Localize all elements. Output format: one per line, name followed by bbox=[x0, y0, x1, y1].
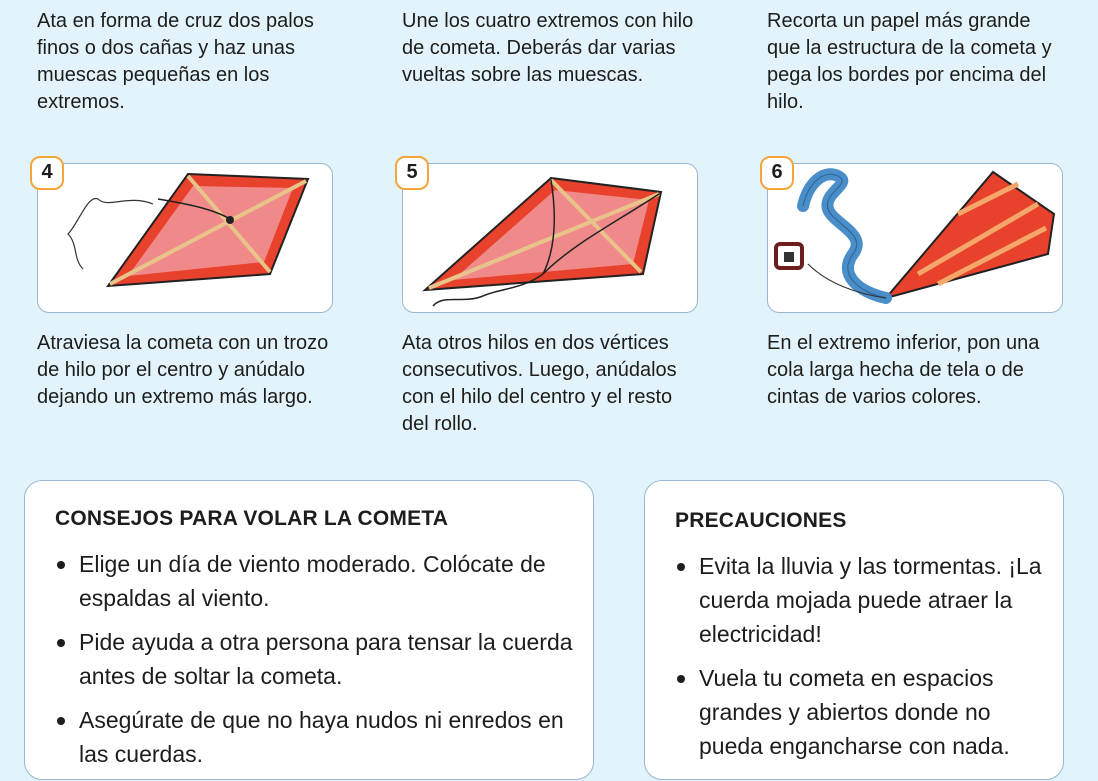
tips-item: Elige un día de viento moderado. Colócate de espaldas al viento. bbox=[55, 547, 575, 615]
step-3-text: Recorta un papel más grande que la estructura de la cometa y pega los bordes por encima del hilo. bbox=[767, 10, 1052, 113]
kite-with-vertex-strings-illustration bbox=[403, 164, 699, 314]
tips-list bbox=[55, 547, 575, 781]
step-5-text: Ata otros hilos en dos vértices consecutivos. Luego, anúdalos con el hilo del centro y el resto del rollo. bbox=[402, 332, 677, 435]
step-5-badge: 5 bbox=[395, 156, 429, 190]
kite-with-tail-illustration bbox=[768, 164, 1064, 314]
precautions-list bbox=[675, 549, 1055, 773]
step-6-text: En el extremo inferior, pon una cola larga hecha de tela o de cintas de varios colores. bbox=[767, 332, 1040, 408]
tips-title: CONSEJOS PARA VOLAR LA COMETA bbox=[55, 507, 449, 530]
step-6-badge: 6 bbox=[760, 156, 794, 190]
tips-item: Asegúrate de que no haya nudos ni enredos en las cuerdas. bbox=[55, 703, 575, 771]
step-4-badge: 4 bbox=[30, 156, 64, 190]
tips-box bbox=[24, 480, 594, 780]
precautions-box bbox=[644, 480, 1064, 780]
precautions-item: Vuela tu cometa en espacios grandes y abiertos donde no pueda engancharse con nada. bbox=[675, 661, 1055, 763]
precautions-item: Evita la lluvia y las tormentas. ¡La cuerda mojada puede atraer la electricidad! bbox=[675, 549, 1055, 651]
kite-with-center-string-illustration bbox=[38, 164, 334, 314]
tips-item: Pide ayuda a otra persona para tensar la cuerda antes de soltar la cometa. bbox=[55, 625, 575, 693]
step-5-image-frame bbox=[402, 163, 698, 313]
precautions-title: PRECAUCIONES bbox=[675, 509, 847, 532]
step-4-image-frame bbox=[37, 163, 333, 313]
step-2-text: Une los cuatro extremos con hilo de cometa. Deberás dar varias vueltas sobre las muescas. bbox=[402, 10, 694, 86]
step-1-text: Ata en forma de cruz dos palos finos o dos cañas y haz unas muescas pequeñas en los extremos. bbox=[37, 10, 314, 113]
step-6-image-frame bbox=[767, 163, 1063, 313]
step-4-text: Atraviesa la cometa con un trozo de hilo por el centro y anúdalo dejando un extremo más largo. bbox=[37, 332, 329, 408]
